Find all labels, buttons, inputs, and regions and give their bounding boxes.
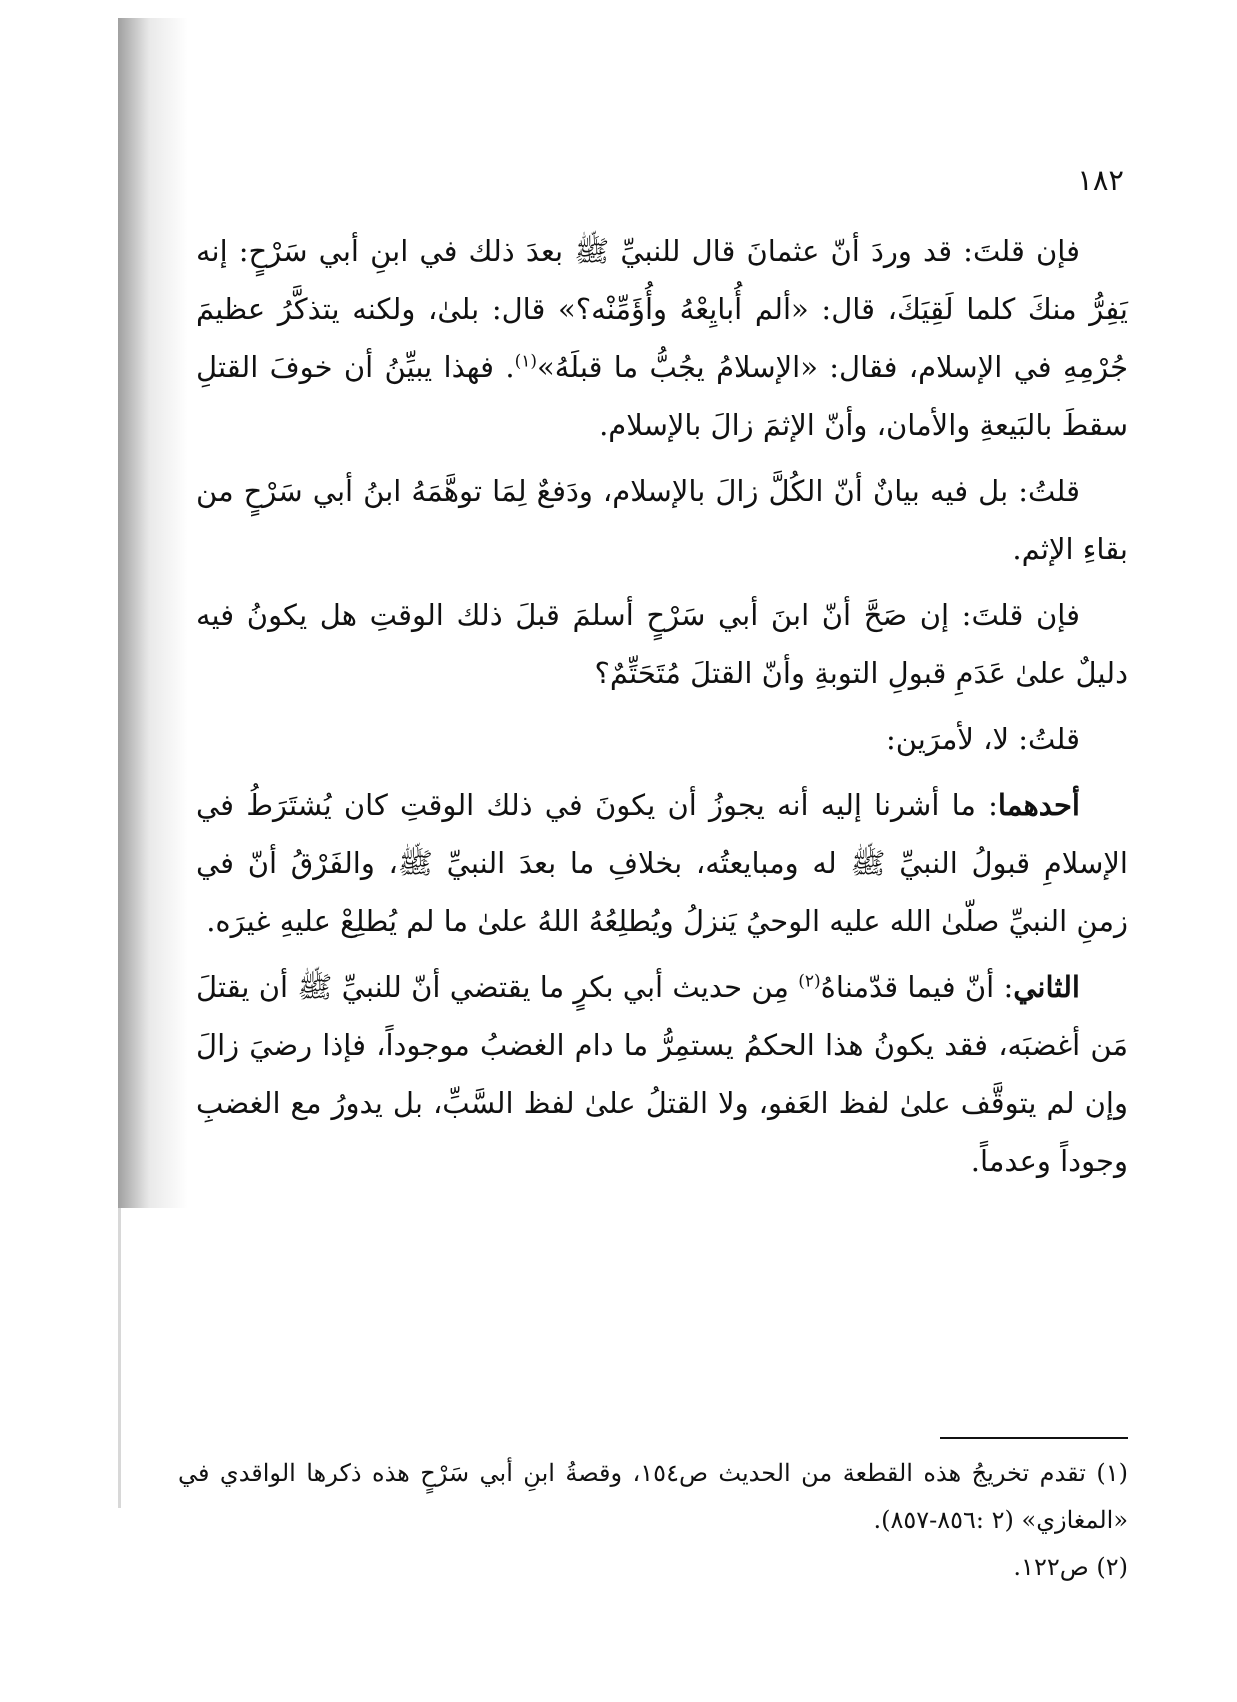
paragraph-2: [196, 462, 1128, 578]
paragraph-4: [196, 710, 1128, 768]
footnote-divider: [940, 1437, 1128, 1439]
footnote-ref-2[interactable]: (٢): [798, 971, 821, 992]
paragraph-6-text: : أنّ فيما قدّمناهُ: [820, 970, 1014, 1004]
paragraph-6-lead: الثاني: [1013, 970, 1080, 1004]
paragraph-6: [196, 958, 1128, 1190]
paragraph-5-text: : ما أشرنا إليه أنه يجوزُ أن يكونَ في ذلك الوقتِ كان يُشتَرَطُ في الإسلامِ قبولُ النبيِّ ﷺ له ومبايعتُه، بخلافِ ما بعدَ النبيِّ ﷺ، والفَرْقُ أنّ في زمنِ النبيِّ صلّىٰ الله عليه الوحيُ يَنزلُ ويُطلِعُهُ اللهُ علىٰ ما لم يُطلِعْ عليهِ غيرَه.: [196, 788, 1128, 938]
footnotes: [178, 1450, 1128, 1591]
footnote-2: (٢) ص١٢٢.: [1013, 1553, 1128, 1581]
scan-gutter-edge: [118, 1208, 121, 1508]
paragraph-4-text: قلتُ: لا، لأمرَين:: [885, 722, 1080, 756]
paragraph-2-text: قلتُ: بل فيه بيانٌ أنّ الكُلَّ زالَ بالإسلام، ودَفعٌ لِمَا توهَّمَهُ ابنُ أبي سَرْحٍ من بقاءِ الإثم.: [196, 474, 1128, 566]
footnote-1: (١) تقدم تخريجُ هذه القطعة من الحديث ص١٥٤، وقصةُ ابنِ أبي سَرْحٍ هذه ذكرها الواقدي في «المغازي» (٢ :٨٥٦-٨٥٧).: [178, 1459, 1128, 1534]
page-number: ١٨٢: [1077, 163, 1124, 197]
paragraph-5-lead: أحدهما: [997, 788, 1080, 822]
paragraph-3: [196, 586, 1128, 702]
paragraph-1-tail: . فهذا يبيِّنُ أن خوفَ القتلِ سقطَ بالبَيعةِ والأمان، وأنّ الإثمَ زالَ بالإسلام.: [196, 350, 1128, 442]
paragraph-3-text: فإن قلتَ: إن صَحَّ أنّ ابنَ أبي سَرْحٍ أسلمَ قبلَ ذلك الوقتِ هل يكونُ فيه دليلٌ علىٰ عَدَمِ قبولِ التوبةِ وأنّ القتلَ مُتَحَتِّمٌ؟: [196, 598, 1128, 690]
paragraph-6-tail: مِن حديث أبي بكرٍ ما يقتضي أنّ للنبيِّ ﷺ أن يقتلَ مَن أغضبَه، فقد يكونُ هذا الحكمُ يستمِرُّ ما دام الغضبُ موجوداً، فإذا رضيَ زالَ وإن لم يتوقَّف علىٰ لفظ العَفو، ولا القتلُ علىٰ لفظ السَّبِّ، بل يدورُ مع الغضبِ وجوداً وعدماً.: [196, 970, 1128, 1178]
footnote-ref-1[interactable]: (١): [514, 351, 537, 372]
main-text: [196, 222, 1128, 1198]
paragraph-1-text: فإن قلتَ: قد وردَ أنّ عثمانَ قال للنبيِّ ﷺ بعدَ ذلك في ابنِ أبي سَرْحٍ: إنه يَفِرُّ منكَ كلما لَقِيَكَ، قال: «ألم أُبايِعْهُ وأُؤَمِّنْه؟» قال: بلىٰ، ولكنه يتذكَّرُ عظيمَ جُرْمِهِ في الإسلام، فقال: «الإسلامُ يجُبُّ ما قبلَهُ»: [196, 234, 1128, 384]
scan-gutter-shadow: [118, 18, 188, 1208]
paragraph-5: [196, 776, 1128, 950]
paragraph-1: [196, 222, 1128, 454]
